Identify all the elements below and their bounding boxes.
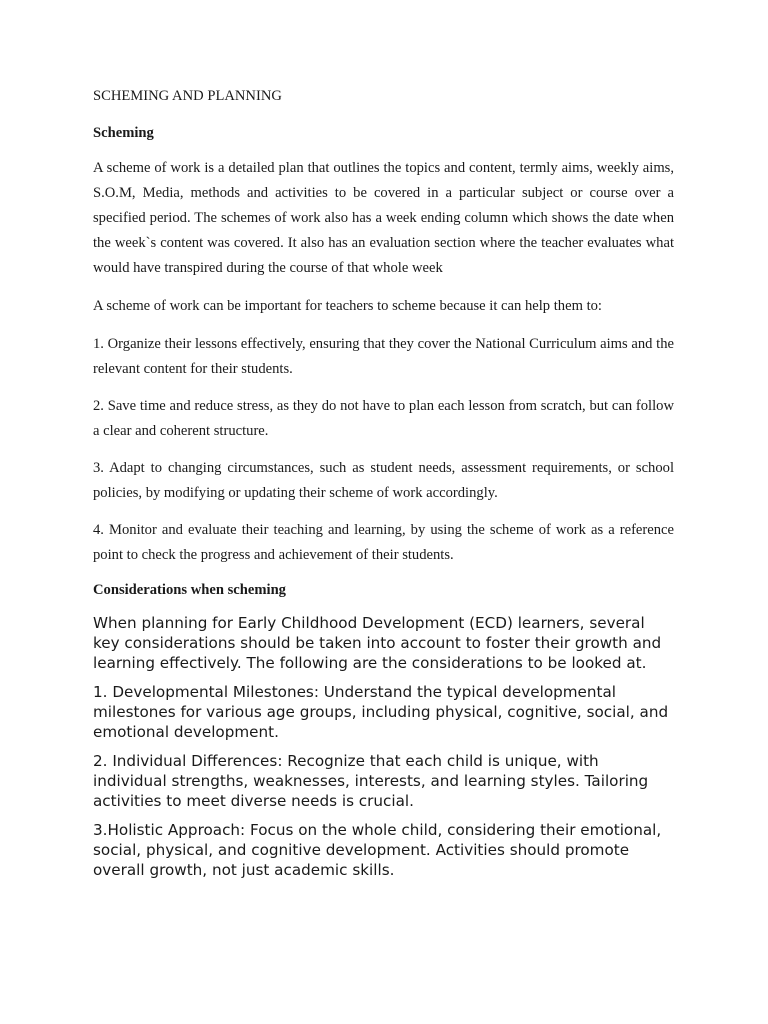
scheming-list-item: 3. Adapt to changing circumstances, such as student needs, assessment requirements, or school policies, by modifying or updating their scheme of work accordingly. — [93, 460, 674, 501]
section-heading-scheming: Scheming — [93, 125, 154, 141]
section-heading-considerations: Considerations when scheming — [93, 582, 286, 598]
scheming-list-item: 4. Monitor and evaluate their teaching and learning, by using the scheme of work as a reference point to check the progress and achievement of their students. — [93, 522, 674, 563]
considerations-list-item: 3.Holistic Approach: Focus on the whole child, considering their emotional, social, physical, and cognitive development. Activities should promote overall growth, not just academic skills. — [93, 821, 662, 879]
scheming-list-item: 2. Save time and reduce stress, as they do not have to plan each lesson from scratch, but can follow a clear and coherent structure. — [93, 398, 674, 439]
considerations-list-item: 2. Individual Differences: Recognize that each child is unique, with individual strengths, weaknesses, interests, and learning styles. Tailoring activities to meet diverse needs is crucial. — [93, 752, 649, 810]
document-body — [93, 86, 674, 889]
considerations-intro-paragraph: When planning for Early Childhood Development (ECD) learners, several key considerations should be taken into account to foster their growth and learning effectively. The following are the considerations to be looked at. — [93, 614, 662, 672]
document-title: SCHEMING AND PLANNING — [93, 88, 282, 104]
scheming-list-item: 1. Organize their lessons effectively, ensuring that they cover the National Curriculum aims and the relevant content for their students. — [93, 336, 674, 377]
scheming-lead-paragraph: A scheme of work can be important for teachers to scheme because it can help them to: — [93, 298, 602, 314]
considerations-list-item: 1. Developmental Milestones: Understand the typical developmental milestones for various age groups, including physical, cognitive, social, and emotional development. — [93, 683, 669, 741]
scheming-intro-paragraph: A scheme of work is a detailed plan that outlines the topics and content, termly aims, weekly aims, S.O.M, Media, methods and activities to be covered in a particular subject or course over a specified period. The schemes of work also has a week ending column which shows the date when the week`s content was covered. It also has an evaluation section where the teacher evaluates what would have transpired during the course of that whole week — [93, 160, 674, 276]
